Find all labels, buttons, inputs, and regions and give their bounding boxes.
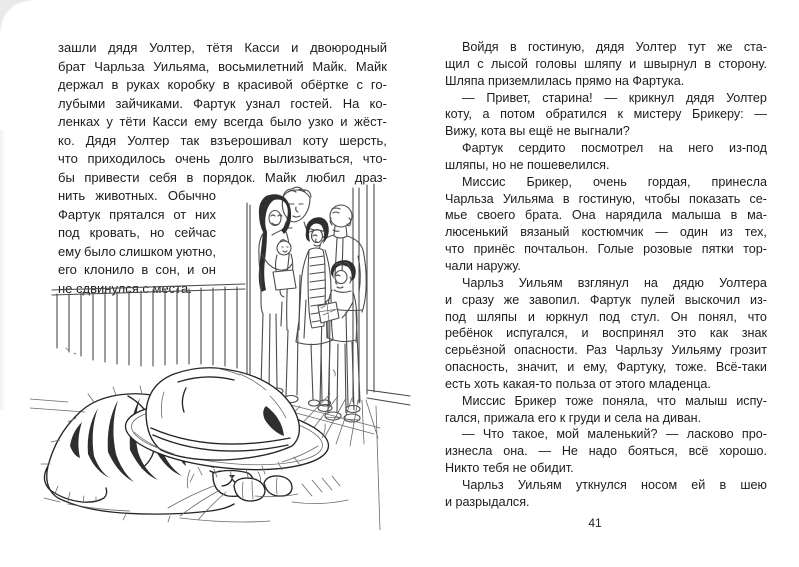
text-line: мье своего брата. Она нарядила малыша в ма-: [445, 208, 767, 223]
text-line: Чарльза Уильяма в гостиную, чтобы показать се-: [445, 191, 767, 206]
text-line: Никто тебя не обидит.: [445, 461, 574, 476]
text-line: что приходилось очень долго вылизываться, что-: [58, 151, 387, 167]
cat-tail: [44, 466, 106, 502]
hat: [122, 368, 332, 479]
text-line: гался, прижала его к груди и села на диван.: [445, 410, 702, 425]
text-line: Фартук сердито посмотрел на него из-под: [462, 141, 767, 156]
text-line: Чарльз Уильям взглянул на дядю Уолтера: [462, 275, 767, 290]
text-line: лубыми зайчиками. Фартук узнал гостей. На ко-: [58, 95, 387, 111]
story-illustration: [30, 180, 420, 545]
text-line: под кровать, но сейчас: [58, 225, 216, 241]
text-line: люсенький вязаный костюмчик — один из тех,: [445, 225, 767, 240]
ground-strokes: [44, 476, 348, 522]
page-edge-shading: [0, 130, 5, 410]
text-line: опасность, значит, и ему, Фартуку, тоже. Всё-таки: [445, 360, 767, 375]
text-line: ему было слишком уютно,: [58, 243, 216, 259]
text-line: зашли дядя Уолтер, тётя Касси и двоюродный: [58, 40, 387, 55]
text-line: и сразу же завопил. Фартук пулей выскочил из-: [445, 292, 767, 307]
text-line: коту, а потом обратился к мистеру Брикеру: —: [445, 107, 767, 122]
text-line: Миссис Брикер тоже поняла, что малыш испу-: [462, 393, 767, 408]
baby-figure: [273, 240, 296, 297]
right-page-text: [445, 39, 767, 511]
text-line: — Что такое, мой маленький? — ласково про-: [462, 427, 767, 442]
text-line: Войдя в гостиную, дядя Уолтер тут же ста-: [462, 40, 767, 54]
page-number: 41: [588, 516, 602, 530]
text-line: и разрыдался.: [445, 494, 530, 509]
text-line: нить животных. Обычно: [58, 188, 216, 203]
text-line: Шляпа приземлилась прямо на Фартука.: [445, 73, 685, 88]
text-line: Фартук прятался от них: [58, 206, 216, 222]
text-line: Чарльз Уильям уткнулся носом ей в шею: [462, 477, 767, 492]
cat-paws: [234, 476, 292, 501]
text-line: что принёс почтальон. Голые розовые пятки тор-: [445, 242, 767, 257]
text-line: щил с лысой головы шляпу и швырнул в сторону.: [445, 56, 767, 71]
text-line: серьёзной опасности. Раз Чарльзу Уильяму грозит: [445, 343, 767, 358]
text-line: шляпы, но не пошевелился.: [445, 157, 610, 172]
text-line: чали наружу.: [445, 258, 521, 273]
left-page-text-wide: [58, 39, 387, 187]
text-line: брат Чарльза Уильяма, восьмилетний Майк. Майк: [58, 58, 387, 74]
text-line: Миссис Брикер, очень гордая, принесла: [462, 174, 767, 189]
text-line: ленках у тёти Касси ему всегда было узко и жёст-: [58, 114, 387, 130]
text-line: под шляпы и юркнул под стул. Он понял, что: [445, 309, 767, 324]
text-line: держал в руках коробку в красивой обёртке с го-: [58, 77, 387, 93]
text-line: бы привести себя в порядок. Майк любил драз-: [58, 169, 387, 185]
text-line: ко. Дядя Уолтер так взъерошивал коту шерсть,: [58, 132, 387, 148]
text-line: не сдвинулся с места.: [58, 280, 192, 296]
text-line: — Привет, старина! — крикнул дядя Уолтер: [462, 90, 767, 105]
text-line: его клонило в сон, и он: [58, 262, 216, 278]
page-corner-shading: [0, 0, 30, 30]
text-line: изнесла она. — Не надо бояться, всё хорошо.: [445, 444, 767, 459]
text-line: Вижу, кота вы ещё не выгнали?: [445, 124, 630, 139]
text-line: есть хоть какая-то польза от этого младенца.: [445, 376, 711, 391]
text-line: ребёнок испугался, и воспринял это как знак: [445, 326, 767, 341]
